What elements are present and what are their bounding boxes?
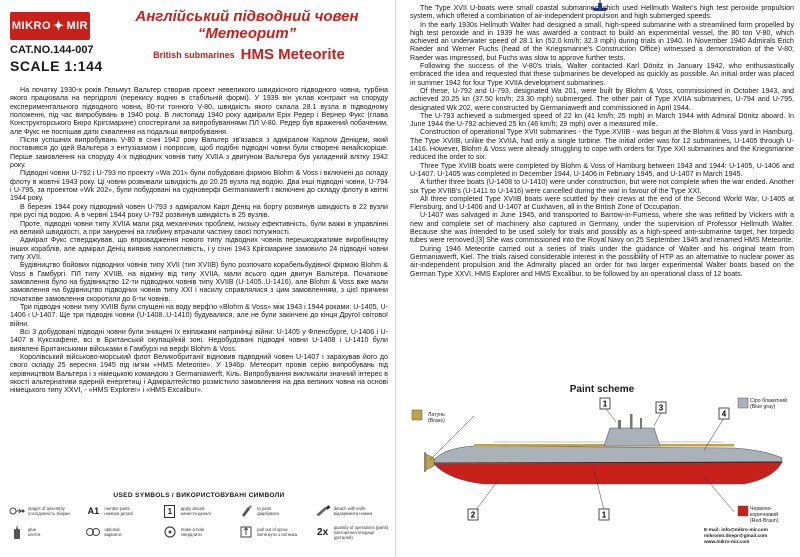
svg-text:3: 3 — [658, 403, 664, 413]
pull-out-sprue-icon — [237, 523, 255, 541]
catalog-number: CAT.NO.144-007 — [10, 44, 94, 56]
red-brown-label: Червоно-коричневий (Red-Braun) — [750, 506, 779, 524]
symbol-item: detach with knife відокремити ножем — [314, 502, 390, 520]
callout-1-top — [600, 398, 610, 409]
logo-text-2: MIR — [66, 20, 89, 32]
paragraph: The U-793 achieved a submerged speed of 22 kn (41 km/h; 25 mph) in March 1944 with Admiral Dönitz aboard. In June 1944 the U-792 achieved 25 kn (46 km/h; 29 mph) over a measured mile. — [410, 111, 794, 129]
symbol-item: A1 number parts номера деталі — [84, 502, 160, 520]
subtitle-big: HMS Meteorite — [240, 46, 345, 64]
paint-scheme-title: Paint scheme — [569, 384, 635, 395]
paragraph: Королівський військово-морський флот Великобританії відновив підводний човен U-1407 і зарахував його до свого складу 25 вересня 1945 під ім'ям «HMS Meteorite». У 1946р. Метеорит провів серію випробувань під керівництвом Вальтера і з німецькою командою з Germaniawerft, Кіль. Випробування викликали значний інтерес в якості альтернативи ядерній енергетиці і Адміралтейство розмістило замовлення на два великих човна на основі німецького типу XXVI, - «HMS Explorer» і «HMS Excalibur». — [10, 353, 388, 395]
email-link[interactable]: E-mail: info@mikro-mir.com — [704, 528, 768, 533]
title-line-2: “Метеорит” — [197, 25, 297, 42]
website-link[interactable]: www.mikro-mir.com — [704, 539, 750, 545]
svg-text:1: 1 — [602, 399, 608, 409]
submarine-hull — [424, 414, 782, 484]
make-hole-icon — [161, 523, 179, 541]
paragraph: Після успішних випробувань V-80 в січні 1942 року Вальтер зв'язався з адміралом Карлом Деніцем, який поставився до ідей Вальтера з ентузіазмом і попросив, щоб подібні підводні човни були створені якнайскоріше. Перше замовлення на споруду 4-х підводних човнів типу XVIIA з двигуном Вальтера був укладений влітку 1942 року. — [10, 136, 388, 170]
paragraph: During 1946 Meteorite carried out a series of trials under the guidance of Walter and his original team from Germaniawerft, Kiel. The trials raised considerable interest in the possibility of HTP as an alternative to nuclear power as air-independent propulsion and the Admiralty placed an order for two larger experimental Walter boats based on the German Type XXVI, HMS Explorer and HMS Excalibur, to be followed by an operational class of 12 boats. — [410, 244, 794, 278]
symbol-item: to paint фарбувати — [237, 502, 313, 520]
symbols-title: USED SYMBOLS / ВИКОРИСТОВУВАНІ СИМВОЛИ — [113, 492, 285, 499]
glue-icon — [8, 523, 26, 541]
symbol-item: optional варіанти — [84, 523, 160, 541]
history-text-english — [410, 4, 794, 278]
paragraph: Проте, підводні човни типу XVIIA мали ряд механічних проблем, низьку ефективність, були важкі в управлінні на великій швидкості, а при зануренні на глибину втрачали частину своєї потужності. — [10, 219, 388, 236]
brand-logo — [10, 12, 90, 40]
svg-text:1: 1 — [601, 510, 607, 520]
paragraph: U-1407 was salvaged in June 1945, and transported to Barrow-in-Furness, where she was refitted by Vickers with a new and complete set of machinery also captured in Germany, under the supervision of Professor Hellmuth Walter. Because she was intended to be used solely for trials and possibly as a high-speed anti-submarine target, her torpedo tubes were removed.[3] She was commissioned into the Royal Navy on 25 September 1945 and renamed HMS Meteorite. — [410, 211, 794, 245]
repeat-operations-icon: 2x — [317, 526, 329, 538]
to-paint-icon — [237, 502, 255, 520]
history-text-ukrainian — [10, 86, 388, 395]
paragraph: В березні 1944 року підводний човен U-793 з адміралом Карл Деніц на борту розвинув швидкість в 22 вузли при русі під водою. А в червні 1944 року U-792 розвинув швидкість в 25 вузлів. — [10, 202, 388, 220]
assembly-stages-icon — [8, 502, 26, 520]
paragraph: Construction of operational Type XVII submarines - the Type XVIIB - was begun at the Blohm & Voss yard in Hamburg. The Type XVIIB, unlike the XVIIA, had only a single turbine. The initial order was for 12 submarines, U-1405 through U-1416. However, Blohm & Voss were already struggling to cope with orders for Type XXI submarines and the Kriegsmarine reduced the order to six. — [410, 128, 794, 162]
paint-scheme-diagram — [404, 396, 800, 526]
contact-info — [704, 528, 768, 545]
symbol-item: 2x quantity of operations (parts) повторення операції (деталей) — [314, 523, 390, 541]
paragraph: A further three boats (U-1408 to U-1410) were under construction, but were not complete when the war ended. Another six Type XVIIB's (U-1411 to U-1416) were cancelled during the war in favour of the Type XXI. — [410, 178, 794, 195]
callout-1-bottom — [599, 509, 609, 520]
paragraph: Three Type XVIIB boats were completed by Blohm & Voss of Hamburg between 1943 and 1944: U-1405, U-1406 and U-1407. U-1405 was completed in December 1944, U-1406 in February 1945, and U-1407 in March 1945. — [410, 161, 794, 178]
svg-text:4: 4 — [721, 409, 727, 419]
paragraph: Всі 3 добудовані підводні човни були знищені їх екіпажами наприкінці війни: U-1405 у Фленсбурге, U-1406 і U-1407 в Куксхафене, всі в Британській окупаційній зоні. Недобудовані підводні човни U-1408 і U-1410 були виявлені Британськими військами в Гамбурзі на верфі Blohm & Voss. — [10, 327, 388, 353]
logo-text-1: MIKRO — [11, 20, 52, 32]
right-page — [404, 0, 800, 557]
symbols-grid — [8, 502, 390, 541]
brass-label: Латунь (Brass) — [428, 412, 445, 424]
apply-decals-icon: 1 — [161, 502, 179, 520]
subtitle-small: British submarines — [153, 49, 235, 60]
paragraph: Of these, U-792 and U-793, designated Wa 201, were built by Blohm & Voss, commissioned in October 1943, and achieved 20.25 kn (37.50 km/h; 23.30 mph) submerged. The other pair of Type XVIIA submarines, U-794 and U-795, designated Wk 202, were constructed by Germaniawerft and commissioned in April 1944. — [410, 86, 794, 112]
paragraph: Три підводні човни типу XVIIB були спущені на воду верф'ю «Blohm & Voss» між 1943 і 1944 роками: U-1405, U-1406 і U-1407. Ще три підводні човни (U-1408..U-1410) будувалися, але не були закінчені до кінця Другої світової війни. — [10, 302, 388, 328]
callout-2 — [468, 509, 478, 520]
paragraph: Будівництво бойових підводних човнів типу XVII (тип XVIIB) було розпочато корабельбудівної фірмою Blohm & Voss в Гамбургі. ПЛ типу XVIIB, на відміну від типу XVIIA, мали всього один двигун Вальтера. Початкове замовлення було на будівництво 12-ти підводних човнів типу XVIIB (U-1405..U-1416), але Blohm & Voss вже мали замовлення на будівництво підводних човнів типу XXI і насилу справлялися з цим замовленням, з цієї причини початкове замовлення скоротили до 6-ти човнів. — [10, 261, 388, 303]
email-link-2[interactable]: mikromir.dnepr@gmail.com — [704, 533, 768, 539]
paragraph: На початку 1930-х років Гельмут Вальтер створив проект невеликого швидкісного підводного човна, турбіна якого працювала на пергідролі (перекису водню в стабільній формі). У 1939 він уклав контракт на споруду експериментального підводного човна, 80-ти тонного V-80, швидкість якого склала 28.1 вузла в підводному положенні, під час випробувань в 1940 році. В листопаді 1940 року адмірали Еріх Редер і Вернер Фукс (глава Конструкторського Бюро Крігсмарине) спостерігали за випробуваннями ПЛ V-80. Редер був вражений побаченим, але Фукс не поспішав дати схвалення на подальші випробування. — [10, 86, 388, 136]
swatch-blue-gray — [738, 398, 748, 408]
blue-gray-label: Сіро блакитний (Blue gray) — [750, 398, 787, 410]
callout-3 — [656, 402, 666, 413]
swatch-red-brown — [738, 506, 748, 516]
part-number-icon: A1 — [87, 506, 100, 516]
detach-knife-icon — [314, 502, 332, 520]
optional-icon — [84, 523, 102, 541]
paragraph: Following the success of the V-80's trials, Walter contacted Karl Dönitz in January 1942, who enthusiastically embraced the idea and requested that these submarines be developed as quickly as possible. An initial order was placed in summer 1942 for four Type XVIIA development submarines. — [410, 62, 794, 87]
symbol-item: stages of assembly послідовність зборки — [8, 502, 84, 520]
title-line-1: Англійський підводний човен — [135, 8, 359, 25]
symbol-item: 1 apply decals нанести декалі — [161, 502, 237, 520]
paragraph: Підводні човни U-792 і U-793 по проекту «Wa 201» були побудовані фірмою Blohm & Voss і включені до складу флоту в жовтні 1943 року. Ці човни розвивали швидкість до 20.25 вузла під водою. Два інші підводні човни, U-794 і U-795, за проектом «Wk 202», були побудовані на судноверфі Germaniawerft і включені до складу флоту в квітні 1944 року. — [10, 169, 388, 203]
paragraph: The Type XVII U-boats were small coastal submarines which used Hellmuth Walter's high test peroxide propulsion system, which offered a combination of air-independent propulsion and high submerged speeds. — [410, 4, 794, 21]
callout-4 — [719, 408, 729, 419]
symbol-item: pull out of sprue витягнути з литника — [237, 523, 313, 541]
swatch-brass — [412, 410, 422, 420]
paragraph: Адмірал Фукс стверджував, що впровадження нового типу підводних човнів перешкоджатиме виробництву інших кораблів, але адмірал Деніц виявив наполегливість, і у січні 1943 Крігсмарине замовило 24 підводні човни типу XVII. — [10, 236, 388, 261]
used-symbols-legend — [8, 492, 390, 552]
paragraph: All three completed Type XVIIB boats were scuttled by their crews at the end of the Second World War, U-1405 at Flensburg, and U-1406 and U-1407 at Cuxhaven, all in the British Zone of Occupation. — [410, 194, 794, 212]
title-ukrainian — [104, 8, 390, 42]
svg-text:2: 2 — [470, 510, 476, 520]
paragraph: In the early 1930s Hellmuth Walter had designed a small, high-speed submarine with a streamlined form propelled by high test peroxide and in 1939 he was awarded a contract to build an experimental vessel, the 80 ton V-80, which achieved an underwater speed of 28.1 kn (52.0 km/h; 32.3 mph) during trials in 1940. In November 1940 Admirals Erich Raeder and Werner Fuchs (head of the Kriegsmarine's Construction Office) witnessed a demonstration of the V-80; Raeder was impressed, but Fuchs was slow to approve further tests. — [410, 20, 794, 62]
logo-star-icon: ✦ — [53, 18, 65, 33]
symbol-item: make a hole свердлити — [161, 523, 237, 541]
symbol-item: glue клеїти — [8, 523, 84, 541]
subtitle-english — [104, 46, 394, 64]
scale-label: SCALE 1:144 — [10, 58, 103, 74]
left-page — [0, 0, 396, 557]
